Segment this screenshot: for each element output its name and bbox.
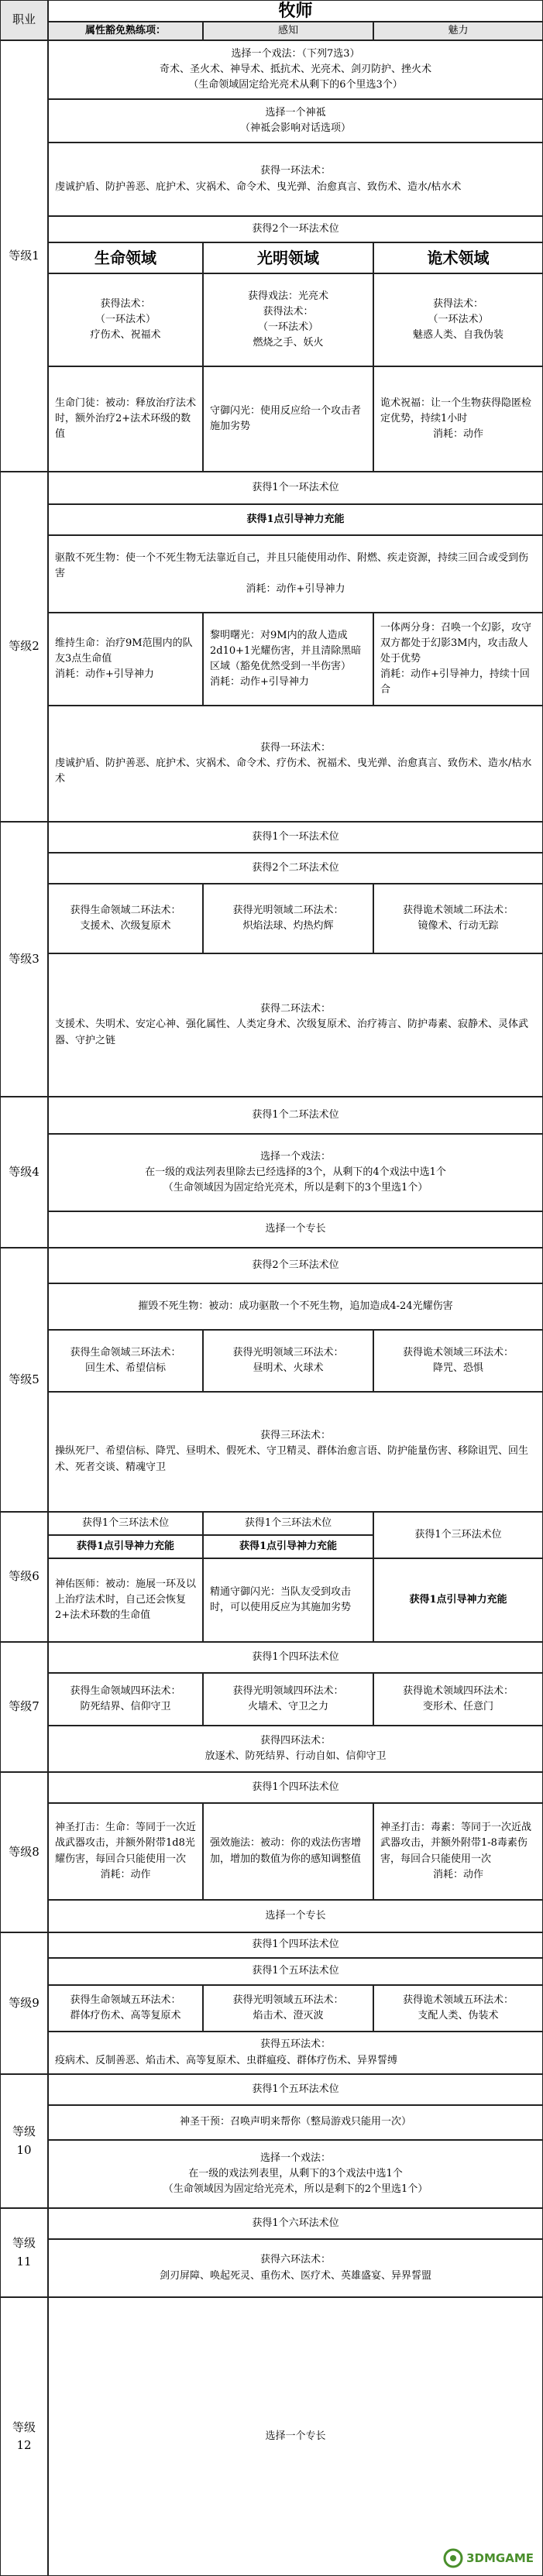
l2-invoke-duplicity: 一体两分身：召唤一个幻影，攻守双方都处于幻影3M内，攻击敌人处于优势 消耗：动作+引导神力，持续十回合 bbox=[373, 613, 543, 706]
level-label-1: 等级1 bbox=[0, 40, 48, 472]
level-label-9: 等级9 bbox=[0, 1932, 48, 2074]
l8-divine-strike-poison: 神圣打击：毒素：等同于一次近战武器攻击，并额外附带1-8毒素伤害，每回合只能使用一次 消耗：动作 bbox=[373, 1803, 543, 1900]
l4-choose-cantrip: 选择一个戏法： 在一级的戏法列表里除去已经选择的3个，从剩下的4个戏法中选1个 （生命领域因为固定给光亮术，所以是剩下的3个里选1个） bbox=[48, 1134, 543, 1211]
l5-slot: 获得2个三环法术位 bbox=[48, 1248, 543, 1283]
attr-wisdom: 感知 bbox=[203, 22, 373, 40]
l8-slot: 获得1个四环法术位 bbox=[48, 1772, 543, 1803]
level-label-11: 等级11 bbox=[0, 2208, 48, 2297]
l6-light-channel: 获得1点引导神力充能 bbox=[203, 1535, 373, 1558]
l9-slot-2: 获得1个五环法术位 bbox=[48, 1958, 543, 1985]
trickery-feature-blessing: 诡术祝福：让一个生物获得隐匿检定优势，持续1小时 消耗：动作 bbox=[373, 366, 543, 472]
l10-choose-cantrip: 选择一个戏法： 在一级的戏法列表里，从剩下的3个戏法中选1个 （生命领域因为固定给光亮术，所以是剩下的2个里选1个） bbox=[48, 2140, 543, 2208]
watermark bbox=[443, 2548, 534, 2568]
level-label-10: 等级10 bbox=[0, 2074, 48, 2208]
light-domain-spells: 获得戏法：光亮术 获得法术： （一环法术） 燃烧之手、妖火 bbox=[203, 273, 373, 366]
l8-divine-strike-life: 神圣打击：生命：等同于一次近战武器攻击，并额外附带1d8光耀伤害，每回合只能使用一次 消耗：动作 bbox=[48, 1803, 203, 1900]
l2-channel-divinity: 获得1点引导神力充能 bbox=[48, 504, 543, 535]
level-label-4: 等级4 bbox=[0, 1097, 48, 1248]
l6-improved-warding-flare: 精通守御闪光：当队友受到攻击时，可以使用反应为其施加劣势 bbox=[203, 1558, 373, 1642]
attr-label: 属性豁免熟练项： bbox=[48, 22, 203, 40]
l2-level1-spells: 获得一环法术： 虔诚护盾、防护善恶、庇护术、灾祸术、命令术、疗伤术、祝福术、曳光弹、治愈真言、致伤术、造水/枯水术 bbox=[48, 706, 543, 822]
l7-life-spells: 获得生命领域四环法术： 防死结界、信仰守卫 bbox=[48, 1673, 203, 1726]
l8-feat: 选择一个专长 bbox=[48, 1900, 543, 1932]
l1-level1-spells: 获得一环法术： 虔诚护盾、防护善恶、庇护术、灾祸术、命令术、曳光弹、治愈真言、致伤术、造水/枯水术 bbox=[48, 143, 543, 216]
l3-trickery-spells: 获得诡术领域二环法术： 镜像术、行动无踪 bbox=[373, 884, 543, 953]
l5-life-spells: 获得生命领域三环法术： 回生术、希望信标 bbox=[48, 1330, 203, 1392]
watermark-text: 3DMGAME bbox=[466, 2551, 534, 2565]
l5-destroy-undead: 摧毁不死生物：被动：成功驱散一个不死生物，追加造成4-24光耀伤害 bbox=[48, 1283, 543, 1330]
level-label-7: 等级7 bbox=[0, 1642, 48, 1772]
l7-trickery-spells: 获得诡术领域四环法术： 变形术、任意门 bbox=[373, 1673, 543, 1726]
watermark-logo-icon bbox=[443, 2548, 463, 2568]
l1-spell-slots: 获得2个一环法术位 bbox=[48, 216, 543, 242]
level-label-5: 等级5 bbox=[0, 1248, 48, 1512]
l6-trickery-channel: 获得1点引导神力充能 bbox=[373, 1558, 543, 1642]
l7-level4-spells: 获得四环法术： 放逐术、防死结界、行动自如、信仰守卫 bbox=[48, 1726, 543, 1772]
l12-feat: 选择一个专长 bbox=[48, 2297, 543, 2576]
l2-slot: 获得1个一环法术位 bbox=[48, 472, 543, 504]
l6-trickery-slot: 获得1个三环法术位 bbox=[373, 1512, 543, 1558]
life-feature-disciple: 生命门徒：被动：释放治疗法术时，额外治疗2+法术环级的数值 bbox=[48, 366, 203, 472]
l6-life-slot: 获得1个三环法术位 bbox=[48, 1512, 203, 1535]
l8-potent-spellcasting: 强效施法：被动：你的戏法伤害增加，增加的数值为你的感知调整值 bbox=[203, 1803, 373, 1900]
l3-life-spells: 获得生命领域二环法术： 支援术、次级复原术 bbox=[48, 884, 203, 953]
l5-trickery-spells: 获得诡术领域三环法术： 降咒、恐惧 bbox=[373, 1330, 543, 1392]
attr-charisma: 魅力 bbox=[373, 22, 543, 40]
domain-light-header: 光明领域 bbox=[203, 242, 373, 273]
l9-level5-spells: 获得五环法术： 疫病术、反制善恶、焰击术、高等复原术、虫群瘟疫、群体疗伤术、异界誓缚 bbox=[48, 2032, 543, 2074]
domain-life-header: 生命领域 bbox=[48, 242, 203, 273]
domain-trickery-header: 诡术领域 bbox=[373, 242, 543, 273]
l2-radiance-of-dawn: 黎明曙光：对9M内的敌人造成2d10+1光耀伤害，并且清除黑暗区域（豁免优然受到一半伤害） 消耗：动作+引导神力 bbox=[203, 613, 373, 706]
l7-light-spells: 获得光明领域四环法术： 火墙术、守卫之力 bbox=[203, 1673, 373, 1726]
l11-level6-spells: 获得六环法术： 剑刃屏障、唤起死灵、重伤术、医疗术、英雄盛宴、异界誓盟 bbox=[48, 2239, 543, 2297]
level-label-2: 等级2 bbox=[0, 472, 48, 822]
l7-slot: 获得1个四环法术位 bbox=[48, 1642, 543, 1673]
l9-trickery-spells: 获得诡术领域五环法术： 支配人类、伪装术 bbox=[373, 1985, 543, 2032]
l3-slot-1: 获得1个一环法术位 bbox=[48, 822, 543, 853]
trickery-domain-spells: 获得法术： （一环法术） 魅惑人类、自我伪装 bbox=[373, 273, 543, 366]
level-label-3: 等级3 bbox=[0, 822, 48, 1097]
light-feature-warding-flare: 守御闪光：使用反应给一个攻击者施加劣势 bbox=[203, 366, 373, 472]
l10-divine-intervention: 神圣干预：召唤声明来帮你（整局游戏只能用一次） bbox=[48, 2105, 543, 2140]
l5-light-spells: 获得光明领域三环法术： 昼明术、火球术 bbox=[203, 1330, 373, 1392]
l2-turn-undead: 驱散不死生物：使一个不死生物无法靠近自己，并且只能使用动作、附燃、疾走资源，持续三回合或受到伤害 消耗：动作+引导神力 bbox=[48, 535, 543, 613]
level-label-6: 等级6 bbox=[0, 1512, 48, 1642]
l3-slot-2: 获得2个二环法术位 bbox=[48, 853, 543, 884]
header-col-label: 职业 bbox=[0, 0, 48, 40]
l11-slot: 获得1个六环法术位 bbox=[48, 2208, 543, 2239]
l5-level3-spells: 获得三环法术： 操纵死尸、希望信标、降咒、昼明术、假死术、守卫精灵、群体治愈言语、防护能量伤害、移除诅咒、回生术、死者交谈、精魂守卫 bbox=[48, 1392, 543, 1512]
level-label-12: 等级12 bbox=[0, 2297, 48, 2576]
l4-feat: 选择一个专长 bbox=[48, 1211, 543, 1248]
class-name: 牧师 bbox=[48, 0, 543, 22]
l10-slot: 获得1个五环法术位 bbox=[48, 2074, 543, 2105]
l9-slot-1: 获得1个四环法术位 bbox=[48, 1932, 543, 1958]
l9-life-spells: 获得生命领域五环法术： 群体疗伤术、高等复原术 bbox=[48, 1985, 203, 2032]
l2-preserve-life: 维持生命：治疗9M范围内的队友3点生命值 消耗：动作+引导神力 bbox=[48, 613, 203, 706]
l1-choose-cantrip: 选择一个戏法：（下列7选3） 奇术、圣火术、神导术、抵抗术、光亮术、剑刃防护、挫火术 （生命领域固定给光亮术从剩下的6个里选3个） bbox=[48, 40, 543, 99]
life-domain-spells: 获得法术： （一环法术） 疗伤术、祝福术 bbox=[48, 273, 203, 366]
l3-level2-spells: 获得二环法术： 支援术、失明术、安定心神、强化属性、人类定身术、次级复原术、治疗祷言、防护毒素、寂静术、灵体武器、守护之链 bbox=[48, 953, 543, 1097]
l3-light-spells: 获得光明领域二环法术： 炽焰法球、灼热灼辉 bbox=[203, 884, 373, 953]
l1-choose-deity: 选择一个神祗 （神祗会影响对话选项） bbox=[48, 99, 543, 143]
l4-slot: 获得1个二环法术位 bbox=[48, 1097, 543, 1134]
l9-light-spells: 获得光明领域五环法术： 焰击术、澄灭波 bbox=[203, 1985, 373, 2032]
l6-blessed-healer: 神佑医师：被动：施展一环及以上治疗法术时，自己还会恢复2+法术环数的生命值 bbox=[48, 1558, 203, 1642]
level-label-8: 等级8 bbox=[0, 1772, 48, 1932]
l6-life-channel: 获得1点引导神力充能 bbox=[48, 1535, 203, 1558]
l6-light-slot: 获得1个三环法术位 bbox=[203, 1512, 373, 1535]
